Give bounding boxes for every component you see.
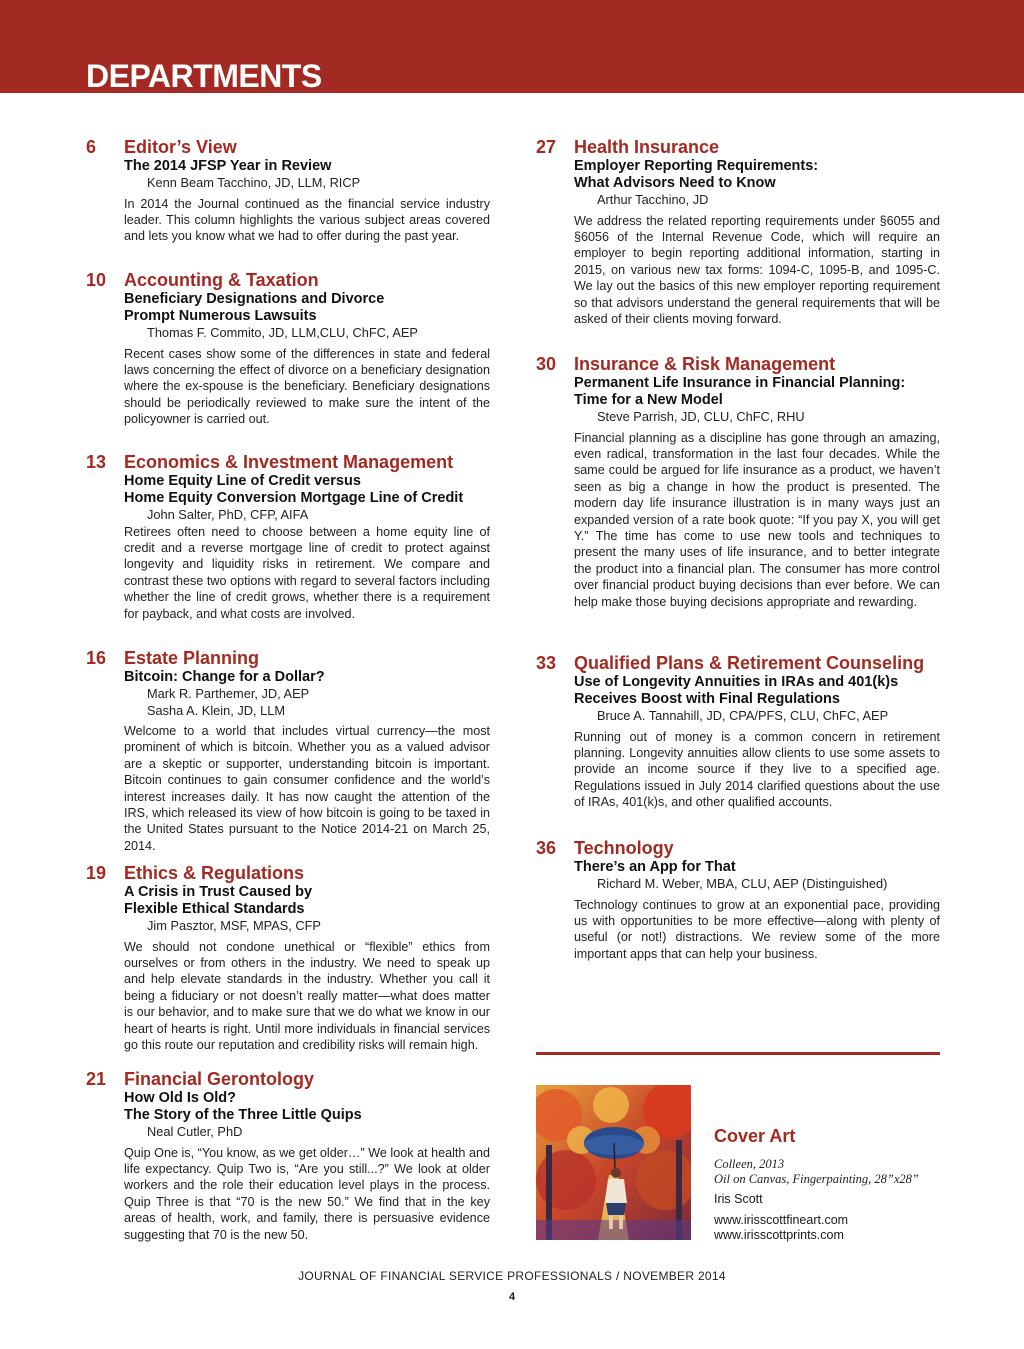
article-summary: Quip One is, “You know, as we get older…” We look at health and life expectancy. Quip Two is, “Are you still...?” We look at older workers and the role their education level plays in the process. Quip Three is that “70 is the new 50.” We find that in the key areas of health, work, and family, there is persuasive evidence suggesting that 70 is the new 50. (124, 1145, 490, 1242)
article-summary: Financial planning as a discipline has gone through an amazing, even radical, transformation in the last four decades. While the same could be argued for life insurance as a product, we haven’t seen as big a change in how the product is presented. The modern day life insurance illustration is in many ways just an expanded version of a rate book quote: “If you pay X, you will get Y.” The time has come to use new tools and techniques to present the many uses of life insurance, and to better integrate the product into a financial plan. The consumer has more control over financial product buying decisions than ever before. We can help make those buying decisions appropriate and rewarding. (574, 430, 940, 609)
article-author: Bruce A. Tannahill, JD, CPA/PFS, CLU, ChFC, AEP (597, 708, 889, 723)
article-author: Steve Parrish, JD, CLU, ChFC, RHU (597, 409, 805, 424)
department-entry (86, 1068, 490, 1243)
cover-art-artist: Iris Scott (714, 1192, 763, 1206)
footer-page-number: 4 (508, 1291, 516, 1303)
article-author: Jim Pasztor, MSF, MPAS, CFP (147, 918, 321, 933)
section-heading: Editor’s View (124, 137, 237, 157)
article-title: How Old Is Old? (124, 1090, 236, 1106)
article-title: Prompt Numerous Lawsuits (124, 308, 317, 324)
article-title: What Advisors Need to Know (574, 175, 776, 191)
article-title: Receives Boost with Final Regulations (574, 691, 840, 707)
page-number: 33 (536, 653, 557, 673)
section-heading: Financial Gerontology (124, 1069, 315, 1089)
article-title: Time for a New Model (574, 392, 723, 408)
article-summary: Retirees often need to choose between a home equity line of credit and a reverse mortgage line of credit to protect against longevity and liquidity risks in retirement. We compare and contrast these two options with regard to several factors including whether the line of credit grows, whether there is a requirement for payback, and what costs are involved. (124, 524, 490, 621)
section-heading: Economics & Investment Management (124, 452, 454, 472)
article-author: John Salter, PhD, CFP, AIFA (147, 507, 309, 522)
department-entry (86, 647, 490, 854)
article-title: Beneficiary Designations and Divorce (124, 291, 385, 307)
article-summary: Recent cases show some of the differences in state and federal laws concerning the effect of divorce on a beneficiary designation where the ex-spouse is the beneficiary. Beneficiary designations should be periodically reviewed to make sure the intent of the policyowner is carried out. (124, 346, 490, 427)
page-number: 36 (536, 838, 557, 858)
page-number: 16 (86, 648, 107, 668)
article-author: Mark R. Parthemer, JD, AEP (147, 686, 310, 701)
page-number: 30 (536, 354, 557, 374)
header-banner (0, 0, 1024, 93)
page-number: 10 (86, 270, 107, 290)
cover-art-heading: Cover Art (714, 1126, 796, 1146)
article-author: Neal Cutler, PhD (147, 1124, 243, 1139)
article-title: Bitcoin: Change for a Dollar? (124, 669, 325, 685)
department-entry (86, 862, 490, 1053)
article-title: Use of Longevity Annuities in IRAs and 401(k)s (574, 674, 899, 690)
page-number: 21 (86, 1069, 107, 1089)
article-summary: We should not condone unethical or “flexible” ethics from ourselves or from others in the industry. We need to speak up and help elevate standards in the industry. Whether you call it being a fiduciary or not doesn’t really matter—what does matter is our behavior, and to make sure that we do what we know in our heart of hearts is right. Until more individuals in financial services go this route our reputation and credibility risks will remain high. (124, 939, 490, 1052)
article-title: Employer Reporting Requirements: (574, 158, 819, 174)
cover-art-title: Colleen, 2013 (714, 1157, 785, 1171)
department-entry (86, 451, 490, 622)
cover-art-image (536, 1085, 691, 1240)
section-heading: Accounting & Taxation (124, 270, 319, 290)
article-author: Thomas F. Commito, JD, LLM,CLU, ChFC, AEP (147, 325, 418, 340)
section-heading: Ethics & Regulations (124, 863, 305, 883)
article-author: Arthur Tacchino, JD (597, 192, 709, 207)
page-number: 19 (86, 863, 107, 883)
article-title: Permanent Life Insurance in Financial Planning: (574, 375, 906, 391)
footer-journal: JOURNAL OF FINANCIAL SERVICE PROFESSIONALS / NOVEMBER 2014 (298, 1269, 726, 1283)
article-title: There’s an App for That (574, 859, 736, 875)
article-summary: Running out of money is a common concern in retirement planning. Longevity annuities allow clients to use some assets to provide an income source if they live to a specified age. Regulations issued in July 2014 clarified questions about the use of IRAs, 401(k)s, and other qualified accounts. (574, 729, 940, 810)
website-link[interactable]: www.irisscottfineart.com (714, 1213, 849, 1227)
department-entry (536, 353, 940, 610)
cover-art-caption (714, 1157, 919, 1187)
page-number: 13 (86, 452, 107, 472)
department-entry (536, 136, 940, 327)
divider-rule (536, 1052, 940, 1055)
section-heading: Health Insurance (574, 137, 720, 157)
article-summary: We address the related reporting requirements under §6055 and §6056 of the Internal Revenue Code, which will require an employer to begin reporting additional information, starting in 2015, on various new tax forms: 1094-C, 1095-B, and 1095-C. We lay out the basics of this new employer reporting requirement so that advisors understand the general requirements that will be asked of their clients moving forward. (574, 213, 940, 326)
page-number: 6 (86, 137, 97, 157)
department-entry (536, 837, 940, 962)
page-title: DEPARTMENTS (86, 58, 322, 94)
section-heading: Estate Planning (124, 648, 260, 668)
article-title: Home Equity Line of Credit versus (124, 473, 361, 489)
cover-art-medium: Oil on Canvas, Fingerpainting, 28”x28” (714, 1172, 919, 1186)
article-author: Kenn Beam Tacchino, JD, LLM, RICP (147, 175, 361, 190)
section-heading: Insurance & Risk Management (574, 354, 836, 374)
section-heading: Qualified Plans & Retirement Counseling (574, 653, 925, 673)
department-entry (536, 652, 940, 811)
article-author: Sasha A. Klein, JD, LLM (147, 702, 285, 718)
article-title: Flexible Ethical Standards (124, 901, 305, 917)
cover-art-websites (714, 1213, 848, 1243)
department-entry (86, 269, 490, 428)
article-title: The Story of the Three Little Quips (124, 1107, 362, 1123)
article-title: A Crisis in Trust Caused by (124, 884, 313, 900)
article-summary: Technology continues to grow at an exponential pace, providing us with opportunities to be more effective—along with plenty of useful (or not!) distractions. We review some of the more important apps that can help your business. (574, 897, 940, 961)
article-author: Richard M. Weber, MBA, CLU, AEP (Distinguished) (597, 876, 888, 891)
website-link[interactable]: www.irisscottprints.com (714, 1228, 844, 1242)
article-title: Home Equity Conversion Mortgage Line of Credit (124, 490, 464, 506)
article-summary: Welcome to a world that includes virtual currency—the most prominent of which is bitcoin. Whether you as a valued advisor are a skeptic or supporter, understanding bitcoin is important. Bitcoin continues to gain consumer confidence and the world’s interest increases daily. It has now caught the attention of the IRS, which released its view of how bitcoin is going to be taxed in the United States pursuant to the Notice 2014-21 on March 25, 2014. (124, 724, 490, 853)
article-summary: In 2014 the Journal continued as the financial service industry leader. This column highlights the various subject areas covered and lets you know what we had to offer during the past year. (124, 196, 490, 244)
department-entry (86, 136, 490, 245)
page-number: 27 (536, 137, 557, 157)
section-heading: Technology (574, 838, 674, 858)
article-title: The 2014 JFSP Year in Review (124, 158, 332, 174)
